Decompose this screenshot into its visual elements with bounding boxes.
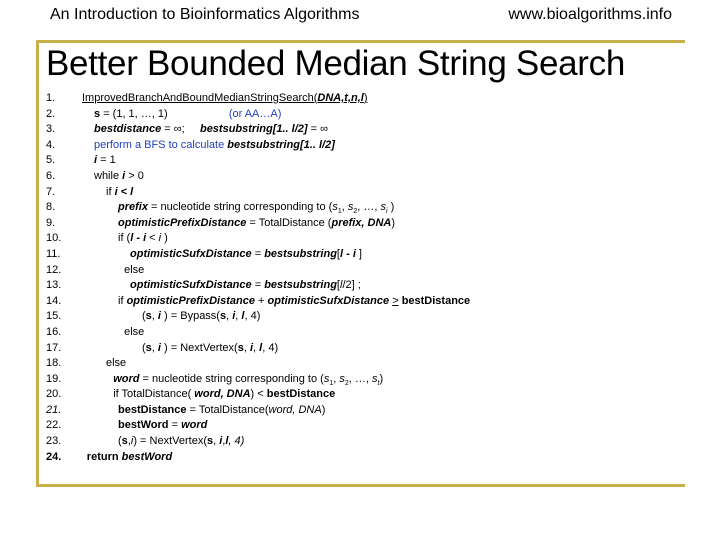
code-token: DNA,t,n,l (317, 92, 364, 104)
code-token: ImprovedBranchAndBoundMedianStringSearch( (82, 92, 318, 104)
code-token: s (219, 310, 227, 323)
code-token: return (86, 450, 122, 463)
code-line (0, 403, 720, 419)
code-token: prefix, DNA (331, 216, 392, 229)
code-token: bestDistance (401, 294, 471, 307)
code-token: bestDistance (266, 388, 336, 401)
code-token: = TotalDistance ( (246, 216, 332, 229)
code-token: [ (336, 247, 340, 260)
code-token: s (380, 201, 386, 214)
code-token: l - i (339, 247, 356, 260)
line-number: 1. (46, 92, 56, 104)
line-number: 18. (46, 357, 62, 370)
header-website: www.bioalgorithms.info (508, 6, 672, 23)
code-line (0, 247, 720, 263)
code-token: 2 (344, 379, 349, 387)
code-token: i (386, 208, 388, 216)
line-code (87, 450, 172, 466)
code-token: s (145, 341, 152, 354)
line-number: 17. (46, 341, 62, 354)
code-token: i (249, 341, 254, 354)
code-line (0, 185, 720, 201)
code-token: bestsubstring[1.. l/2] (227, 138, 335, 151)
line-code (118, 294, 470, 310)
code-token: (or AA…A) (228, 107, 282, 120)
line-number: 21. (46, 403, 62, 416)
code-token: , 4) (228, 435, 245, 448)
code-line (0, 200, 720, 216)
code-token: t (377, 379, 380, 387)
code-token: , (213, 435, 220, 448)
code-token: l (225, 435, 229, 448)
code-token: , (253, 341, 260, 354)
code-token: s (145, 310, 152, 323)
code-token: optimisticPrefixDistance (118, 216, 247, 229)
code-token: bestsubstring (264, 279, 337, 292)
code-line (0, 450, 720, 466)
code-token: [ (336, 279, 340, 292)
code-token: if TotalDistance( (113, 388, 195, 401)
code-token: , (235, 310, 242, 323)
code-token: i (94, 154, 98, 167)
code-token: ) < (250, 388, 267, 401)
code-token: , (226, 310, 233, 323)
code-token: ( (118, 435, 122, 448)
code-token: s (206, 435, 214, 448)
code-token: s (121, 435, 128, 448)
code-token: , (333, 372, 340, 385)
code-line (0, 107, 720, 123)
code-token: + (254, 294, 268, 307)
code-token: i (130, 435, 134, 448)
code-token: ) (161, 232, 168, 245)
code-token: = nucleotide string corresponding to ( (147, 201, 333, 214)
code-token: l (259, 341, 263, 354)
code-line (0, 341, 720, 357)
code-token: else (118, 263, 145, 276)
code-line (0, 325, 720, 341)
code-token: word (181, 419, 208, 432)
code-token: bestWord (118, 419, 169, 432)
code-token: optimisticPrefixDistance (126, 294, 255, 307)
code-token: 1 (329, 379, 334, 387)
line-number: 19. (46, 372, 62, 385)
header-course-title: An Introduction to Bioinformatics Algorithms (50, 6, 360, 23)
code-token: ) (379, 372, 384, 385)
slide-title: Better Bounded Median String Search (46, 44, 626, 83)
code-token: ( (142, 341, 146, 354)
code-token: bestdistance (94, 123, 162, 136)
code-token: ) (363, 92, 368, 104)
code-line (0, 309, 720, 325)
code-line (0, 216, 720, 232)
line-number: 13. (46, 279, 62, 292)
line-number: 5. (46, 154, 56, 167)
code-token: else (106, 357, 127, 370)
line-number: 16. (46, 325, 62, 338)
code-line (0, 278, 720, 294)
code-token: , (151, 341, 158, 354)
line-code (94, 122, 328, 138)
line-code (118, 403, 325, 419)
code-token: optimisticSufxDistance (267, 294, 390, 307)
line-number: 9. (46, 216, 56, 229)
code-line (0, 418, 720, 434)
line-code (142, 309, 260, 325)
code-token: > 0 (125, 169, 144, 182)
bottom-rule (36, 484, 685, 487)
code-token: if ( (118, 232, 131, 245)
code-token: bestsubstring (264, 247, 337, 260)
code-token: i (232, 310, 236, 323)
code-token: ) (391, 216, 396, 229)
code-token: else (118, 325, 145, 338)
code-token: = (251, 247, 265, 260)
code-line (0, 387, 720, 403)
line-number: 23. (46, 435, 62, 448)
code-token: = (251, 279, 265, 292)
code-token: s (372, 372, 378, 385)
line-number: 7. (46, 185, 56, 198)
code-line (0, 122, 720, 138)
code-token: , (127, 435, 131, 448)
code-line (0, 263, 720, 279)
code-token: ) = NextVertex( (133, 435, 207, 448)
line-code (113, 387, 335, 403)
code-line (0, 231, 720, 247)
line-number: 11. (46, 247, 61, 260)
code-token: , (341, 201, 348, 214)
line-number: 10. (46, 232, 62, 245)
code-token: word (113, 372, 140, 385)
code-token: = (1, 1, …, 1) (100, 107, 229, 120)
line-code (118, 216, 395, 232)
code-line (0, 434, 720, 450)
code-token: bestDistance (118, 403, 187, 416)
code-token: l - i (130, 232, 147, 245)
code-token: < (146, 232, 159, 245)
line-code (130, 247, 362, 263)
line-code (118, 418, 207, 434)
code-token: l (241, 310, 245, 323)
line-code (94, 153, 116, 169)
code-token: = ∞; (161, 123, 200, 136)
code-token: ] (355, 247, 362, 260)
code-token: 2 (353, 208, 358, 216)
line-number: 6. (46, 169, 56, 182)
code-line (0, 169, 720, 185)
code-token: s (237, 341, 244, 354)
code-token: perform a BFS to calculate (94, 138, 228, 151)
line-number: 8. (46, 201, 56, 214)
line-number: 15. (46, 310, 62, 323)
line-number: 2. (46, 107, 56, 120)
line-code (94, 138, 335, 154)
line-number: 14. (46, 294, 62, 307)
code-token: if (106, 185, 115, 198)
code-token: ) (387, 201, 395, 214)
line-number: 4. (46, 138, 56, 151)
code-line (0, 294, 720, 310)
code-token: i (157, 310, 161, 323)
code-token: l (339, 279, 343, 292)
code-token: s (332, 201, 338, 214)
code-token: , (151, 310, 158, 323)
code-token: /2] ; (342, 279, 361, 292)
line-code (118, 434, 244, 450)
code-token: bestsubstring[1.. l/2] (199, 123, 308, 136)
code-token: = nucleotide string corresponding to ( (139, 372, 324, 385)
line-code (118, 325, 144, 341)
top-rule (36, 40, 685, 43)
pseudocode-listing (0, 91, 720, 465)
code-token: i (219, 435, 223, 448)
code-token: i < l (114, 185, 134, 198)
code-token: bestWord (121, 450, 173, 463)
code-line (0, 372, 720, 388)
code-token: s (94, 107, 101, 120)
code-token: if (118, 294, 127, 307)
code-token: ( (142, 310, 146, 323)
code-token: = 1 (97, 154, 116, 167)
line-code (94, 169, 144, 185)
code-token: = (168, 419, 182, 432)
code-token: optimisticSufxDistance (130, 247, 252, 260)
code-token: ) (321, 403, 326, 416)
code-token: word, DNA (268, 403, 322, 416)
line-number: 12. (46, 263, 62, 276)
code-token: = TotalDistance( (186, 403, 269, 416)
code-line (0, 356, 720, 372)
line-code (106, 356, 126, 372)
code-token: = ∞ (307, 123, 328, 136)
code-token: , (222, 435, 226, 448)
line-code (130, 278, 361, 294)
code-token: ) = Bypass( (160, 310, 220, 323)
line-code (118, 263, 144, 279)
code-token: s (323, 372, 330, 385)
code-token: , …, (357, 201, 381, 214)
code-token: 1 (337, 208, 342, 216)
line-number: 20. (46, 388, 62, 401)
code-token: i (158, 232, 162, 245)
code-token: , …, (348, 372, 372, 385)
code-token: i (122, 169, 126, 182)
code-token: , 4) (262, 341, 279, 354)
code-line (0, 138, 720, 154)
code-token: s (339, 372, 345, 385)
line-number: 3. (46, 123, 56, 136)
line-code (118, 231, 168, 247)
line-code (142, 341, 278, 357)
code-token: , (243, 341, 250, 354)
code-token: , 4) (244, 310, 261, 323)
code-token: s (347, 201, 354, 214)
line-code (94, 107, 281, 123)
code-line (0, 91, 720, 107)
code-token: i (157, 341, 161, 354)
line-code (106, 185, 133, 201)
line-code (82, 91, 368, 107)
line-number: 24. (46, 450, 62, 463)
code-token: > (392, 294, 399, 307)
code-token: optimisticSufxDistance (130, 279, 252, 292)
code-token: prefix (118, 201, 148, 214)
code-token: word, DNA (194, 388, 251, 401)
line-number: 22. (46, 419, 62, 432)
code-line (0, 153, 720, 169)
code-token: while (94, 169, 123, 182)
code-token: ) = NextVertex( (160, 341, 238, 354)
